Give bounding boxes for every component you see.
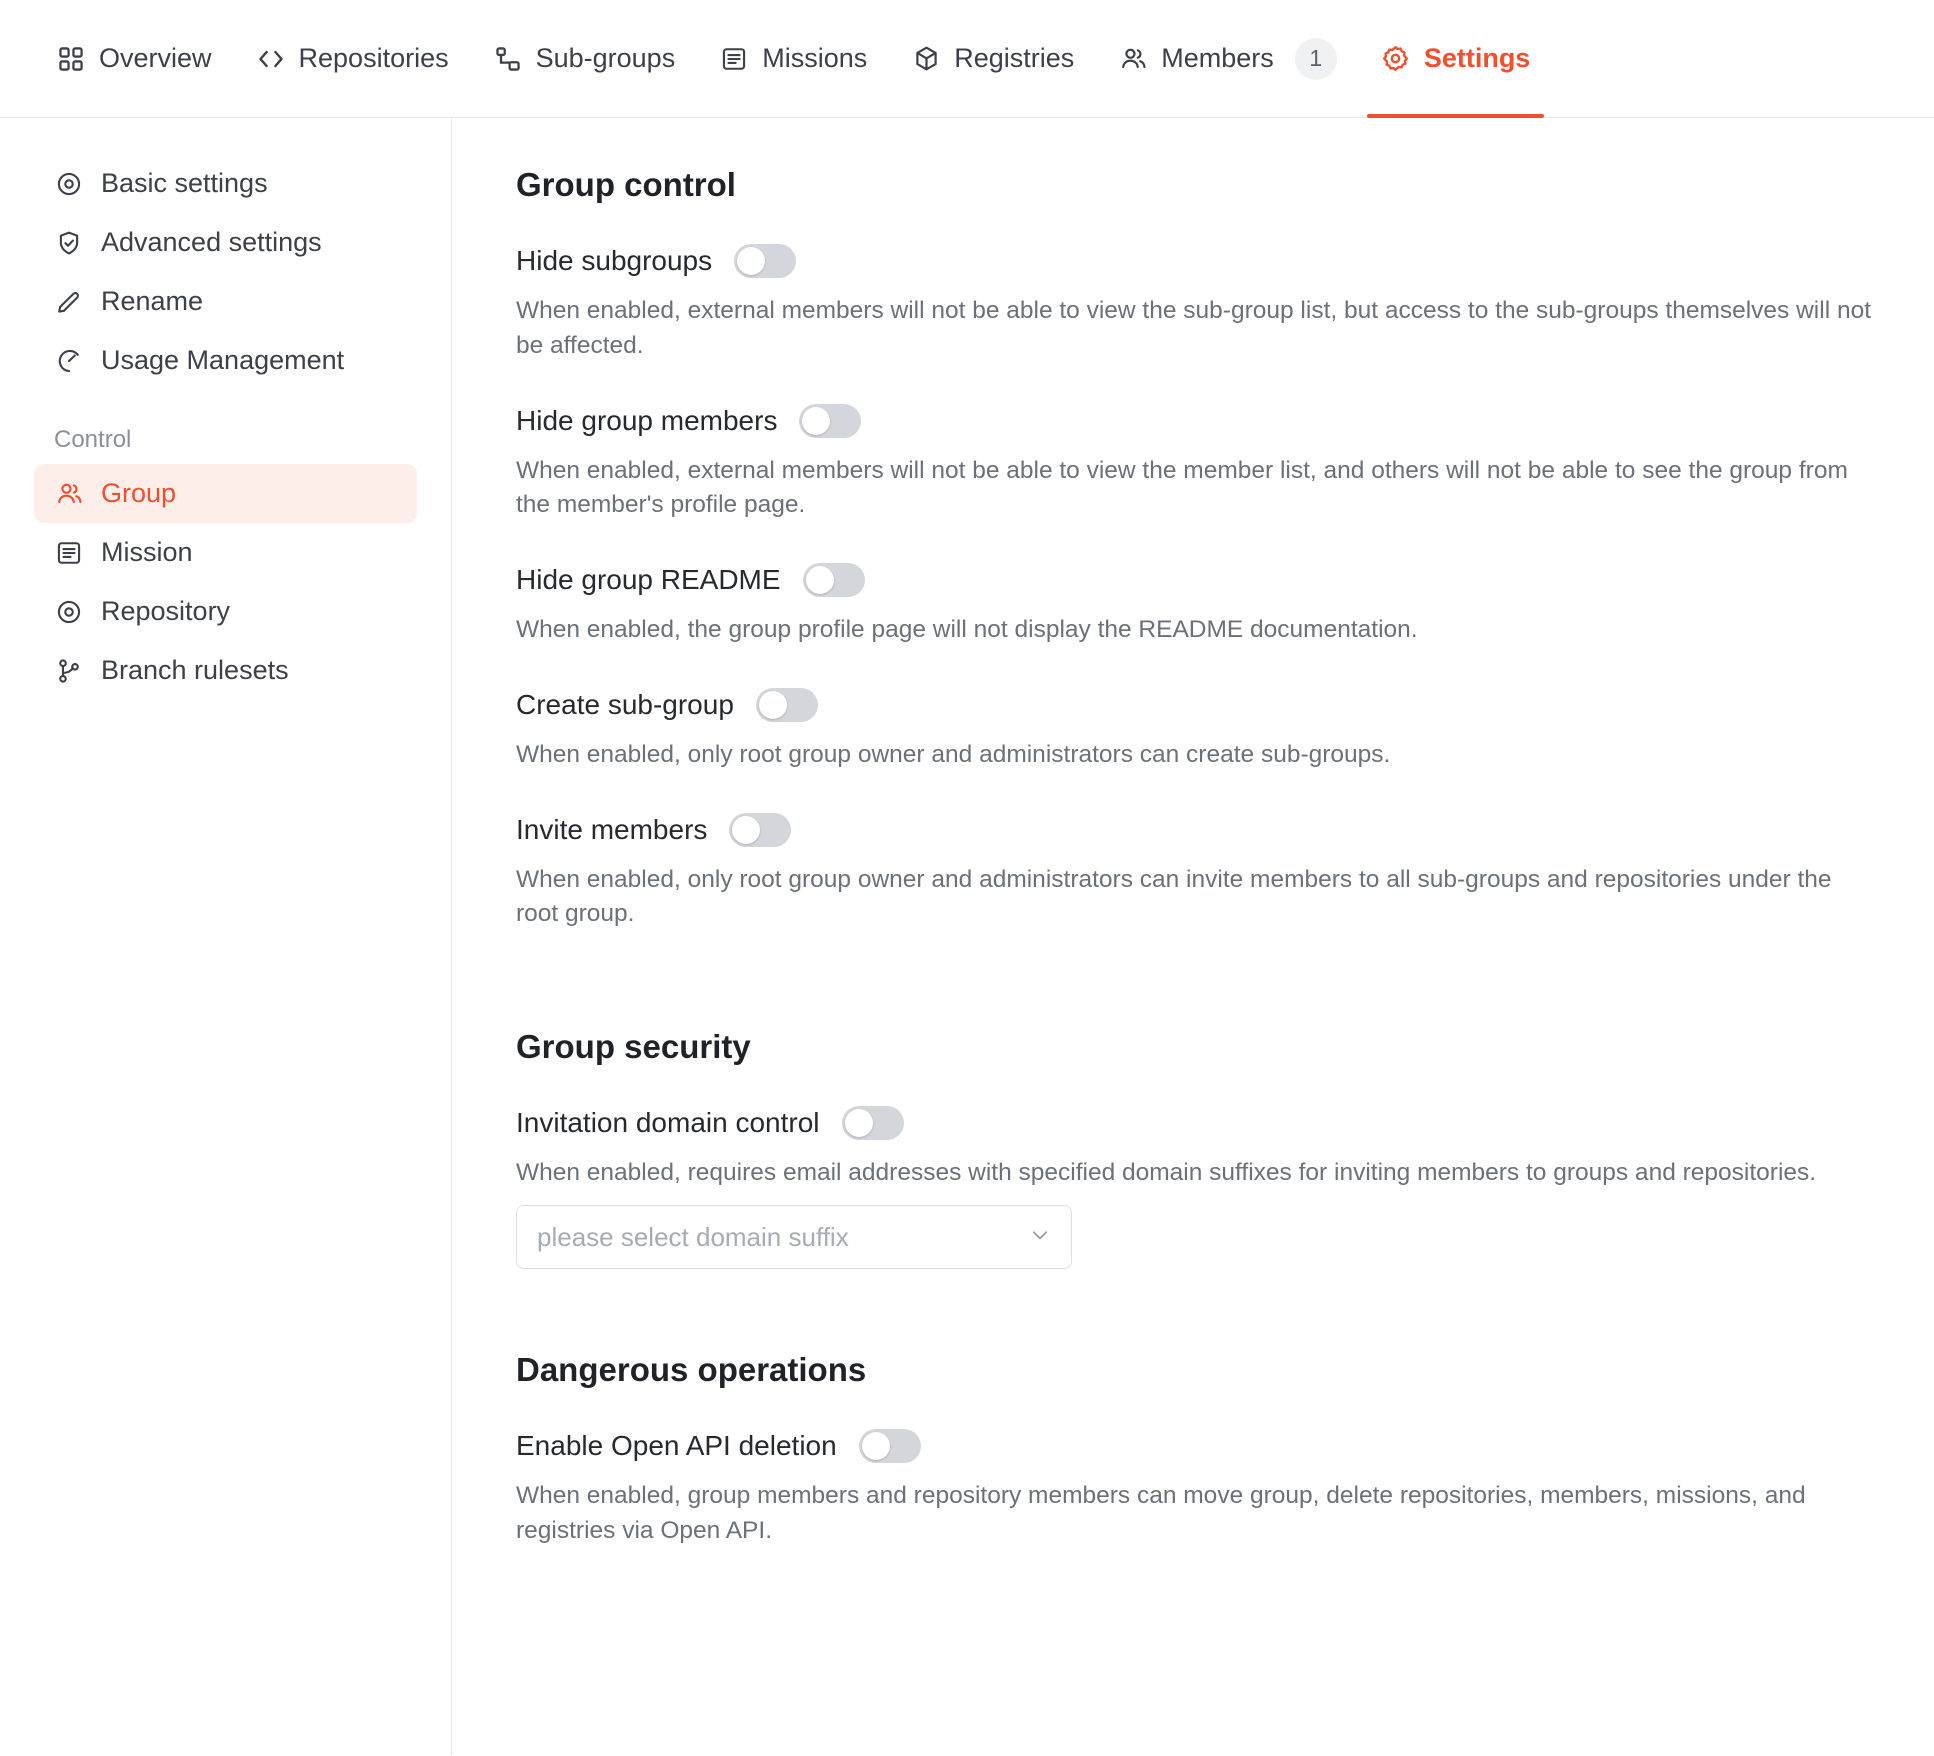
tab-registries[interactable]: [889, 0, 1096, 118]
setting-row-hide-group-readme: [516, 563, 1874, 597]
sidebar-item-branch-rulesets[interactable]: [34, 641, 417, 700]
sidebar-item-group[interactable]: [34, 464, 417, 523]
setting-row-invitation-domain-control: [516, 1106, 1874, 1140]
hide-group-readme-description: When enabled, the group profile page will not display the README documentation.: [516, 616, 1418, 644]
domain-suffix-placeholder: please select domain suffix: [537, 1221, 849, 1252]
grid-icon: [56, 44, 86, 74]
members-count-badge: 1: [1295, 38, 1337, 80]
hide-group-readme-label: Hide group README: [516, 564, 781, 596]
gauge-icon: [54, 346, 84, 376]
setting-row-hide-group-members: [516, 404, 1874, 438]
sidebar-group-label-control: Control: [54, 426, 132, 453]
setting-row-create-sub-group: [516, 688, 1874, 722]
invite-members-toggle[interactable]: [729, 813, 791, 847]
sidebar-item-usage-management-label: Usage Management: [101, 345, 345, 375]
invitation-domain-control-description: When enabled, requires email addresses with specified domain suffixes for inviting members to groups and repositories.: [516, 1159, 1817, 1187]
tab-sub-groups-label: Sub-groups: [535, 43, 676, 73]
sidebar-item-usage-management[interactable]: [34, 331, 417, 390]
hide-group-members-toggle[interactable]: [799, 404, 861, 438]
hide-subgroups-toggle[interactable]: [734, 244, 796, 278]
circle-target-icon: [54, 169, 84, 199]
tab-overview-label: Overview: [99, 43, 212, 73]
gear-icon: [1381, 44, 1411, 74]
hide-group-members-label: Hide group members: [516, 404, 778, 436]
enable-open-api-deletion-description: When enabled, group members and repository members can move group, delete repositories, members, missions, and registries via Open API.: [516, 1482, 1806, 1544]
tab-missions[interactable]: [697, 0, 889, 118]
pencil-icon: [54, 287, 84, 317]
tab-repositories[interactable]: [234, 0, 471, 118]
sidebar-item-basic-settings-label: Basic settings: [101, 168, 268, 198]
sidebar-item-group-label: Group: [101, 478, 177, 508]
chevron-down-icon: [1029, 1224, 1051, 1251]
hide-group-readme-toggle[interactable]: [803, 563, 865, 597]
settings-content: [452, 118, 1934, 1755]
enable-open-api-deletion-label: Enable Open API deletion: [516, 1430, 837, 1462]
settings-sidebar: [0, 118, 452, 1755]
tab-members-label: Members: [1161, 43, 1274, 73]
list-icon: [719, 44, 749, 74]
people-icon: [1118, 44, 1148, 74]
hide-subgroups-label: Hide subgroups: [516, 245, 713, 276]
dangerous-operations-title: Dangerous operations: [516, 1351, 867, 1389]
tab-settings-label: Settings: [1423, 43, 1531, 73]
tab-registries-label: Registries: [954, 43, 1075, 73]
group-control-title: Group control: [516, 166, 736, 203]
tab-settings[interactable]: [1359, 0, 1553, 118]
code-icon: [256, 44, 286, 74]
sidebar-item-branch-rulesets-label: Branch rulesets: [101, 655, 289, 685]
top-navigation: [0, 0, 1934, 118]
setting-row-hide-subgroups: [516, 244, 1874, 278]
tab-overview[interactable]: [34, 0, 234, 118]
create-sub-group-label: Create sub-group: [516, 688, 734, 720]
sidebar-item-rename-label: Rename: [101, 286, 204, 316]
branch-icon: [54, 656, 84, 686]
shield-icon: [54, 228, 84, 258]
invitation-domain-control-label: Invitation domain control: [516, 1107, 820, 1139]
sidebar-item-mission-label: Mission: [101, 537, 193, 567]
package-icon: [911, 44, 941, 74]
tab-repositories-label: Repositories: [298, 43, 449, 73]
subgroup-icon: [493, 44, 523, 74]
tab-sub-groups[interactable]: [471, 0, 698, 118]
enable-open-api-deletion-toggle[interactable]: [859, 1429, 921, 1463]
sidebar-item-repository-label: Repository: [101, 596, 231, 626]
invitation-domain-control-toggle[interactable]: [842, 1106, 904, 1140]
sidebar-item-rename[interactable]: [34, 272, 417, 331]
create-sub-group-toggle[interactable]: [756, 688, 818, 722]
sidebar-item-advanced-settings-label: Advanced settings: [101, 227, 322, 257]
sidebar-item-mission[interactable]: [34, 523, 417, 582]
invite-members-label: Invite members: [516, 813, 708, 845]
sidebar-item-repository[interactable]: [34, 582, 417, 641]
hide-subgroups-description: When enabled, external members will not be able to view the sub-group list, but access to the sub-groups themselves will not be affected.: [516, 297, 1872, 359]
invite-members-description: When enabled, only root group owner and administrators can invite members to all sub-groups and repositories under the root group.: [516, 865, 1832, 928]
sidebar-item-advanced-settings[interactable]: [34, 213, 417, 272]
people-icon: [54, 479, 84, 509]
create-sub-group-description: When enabled, only root group owner and administrators can create sub-groups.: [516, 740, 1391, 768]
setting-row-enable-open-api-deletion: [516, 1429, 1874, 1463]
circle-target-icon: [54, 597, 84, 627]
list-icon: [54, 538, 84, 568]
page-body: [0, 118, 1934, 1755]
setting-row-invite-members: [516, 813, 1874, 847]
tab-missions-label: Missions: [762, 43, 868, 73]
domain-suffix-select[interactable]: [516, 1205, 1072, 1269]
group-security-title: Group security: [516, 1028, 751, 1066]
hide-group-members-description: When enabled, external members will not be able to view the member list, and others will not be able to see the group from the member's profile page.: [516, 456, 1848, 519]
tab-members[interactable]: [1096, 0, 1359, 118]
sidebar-item-basic-settings[interactable]: [34, 154, 417, 213]
